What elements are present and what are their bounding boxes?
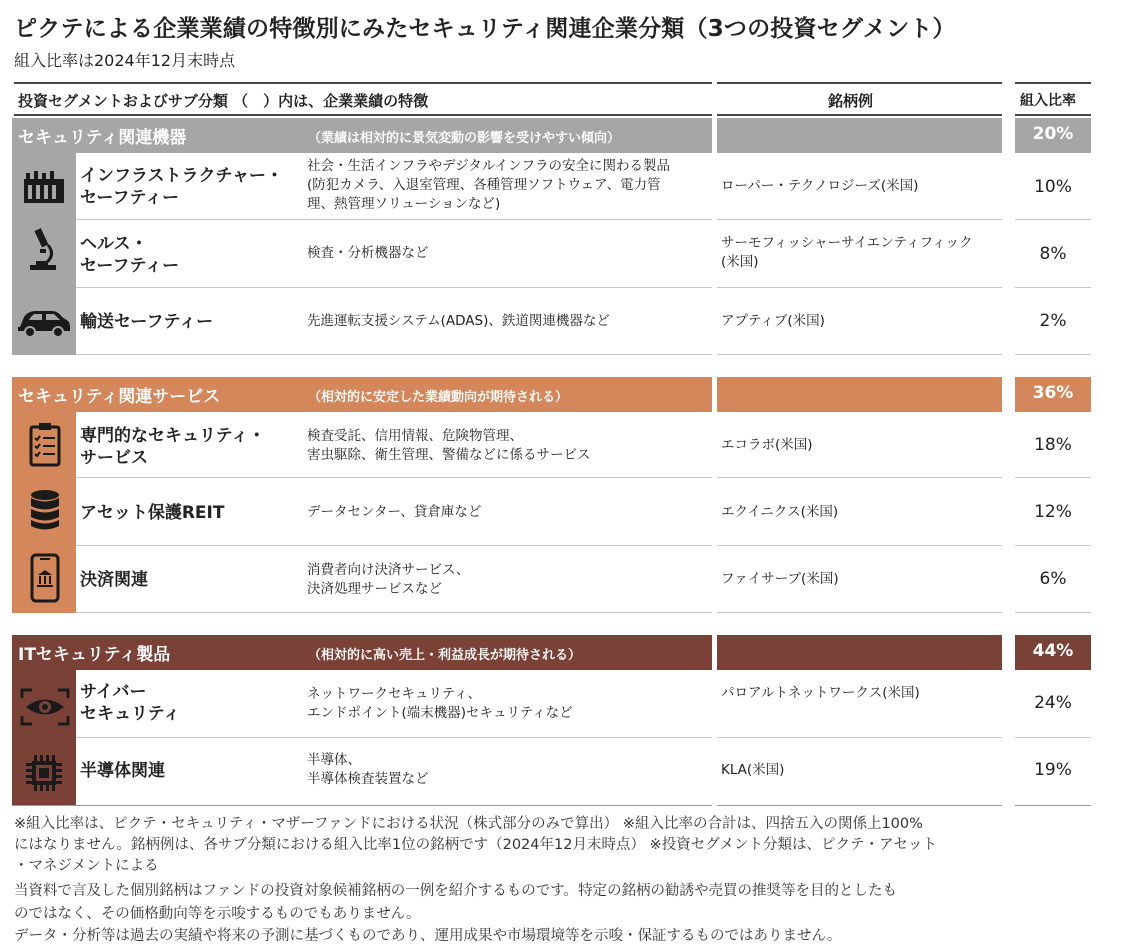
segment-weight-box xyxy=(1015,377,1091,412)
segment-name: セキュリティ関連機器 xyxy=(18,128,187,148)
subcategory-name: 輸送セーフティー xyxy=(80,312,214,332)
row-divider xyxy=(76,287,712,288)
segment-bar-blank xyxy=(717,635,1002,670)
segment-weight: 20% xyxy=(1032,124,1074,144)
clipboard-icon xyxy=(28,421,62,467)
segment-note: （相対的に安定した業績動向が期待される） xyxy=(308,390,569,405)
segment-note: （相対的に高い売上・利益成長が期待される） xyxy=(308,648,582,663)
example-stock: アプティブ(米国) xyxy=(721,313,825,329)
row-divider xyxy=(1015,477,1091,478)
subcategory-features: 検査・分析機器など xyxy=(307,245,429,261)
header-bottom-rule xyxy=(14,114,712,116)
row-divider xyxy=(717,219,1002,220)
segment-bar-blank xyxy=(717,118,1002,153)
subcategory-weight: 6% xyxy=(1039,569,1067,589)
subcategory-name: インフラストラクチャー・ セーフティー xyxy=(80,166,283,208)
example-stock: エクイニクス(米国) xyxy=(721,504,839,520)
subcategory-features: 半導体、 半導体検査装置など xyxy=(307,752,429,787)
page-subtitle: 組入比率は2024年12月末時点 xyxy=(14,51,236,70)
segment-column-header: 投資セグメントおよびサブ分類 （ ）内は、企業業績の特徴 xyxy=(18,92,429,110)
subcategory-weight: 19% xyxy=(1034,760,1072,780)
example-stock: KLA(米国) xyxy=(721,762,785,778)
segment-bar-it xyxy=(12,635,712,670)
row-divider xyxy=(1015,545,1091,546)
page-title: ピクテによる企業業績の特徴別にみたセキュリティ関連企業分類（3つの投資セグメント） xyxy=(14,16,956,42)
row-divider xyxy=(717,287,1002,288)
row-divider xyxy=(1015,287,1091,288)
eye-scan-icon xyxy=(20,688,70,726)
subcategory-name: サイバー セキュリティ xyxy=(80,682,181,724)
segment-weight-box xyxy=(1015,118,1091,153)
segment-name: セキュリティ関連サービス xyxy=(18,387,221,407)
row-divider xyxy=(76,477,712,478)
database-icon xyxy=(28,488,62,532)
row-divider xyxy=(1015,737,1091,738)
subcategory-features: 検査受託、信用情報、危険物管理、 害虫駆除、衛生管理、警備などに係るサービス xyxy=(307,428,591,463)
row-divider xyxy=(717,354,1002,355)
subcategory-weight: 24% xyxy=(1034,693,1072,713)
row-divider xyxy=(717,737,1002,738)
subcategory-name: 専門的なセキュリティ・ サービス xyxy=(80,426,266,468)
example-column-header: 銘柄例 xyxy=(828,92,874,110)
segment-bar-equipment xyxy=(12,118,712,153)
segment-weight-box xyxy=(1015,635,1091,670)
row-divider xyxy=(717,612,1002,613)
row-divider xyxy=(1015,219,1091,220)
example-stock: ファイサーブ(米国) xyxy=(721,571,839,587)
subcategory-name: アセット保護REIT xyxy=(80,503,225,523)
table-bottom-rule xyxy=(12,805,712,806)
subcategory-weight: 10% xyxy=(1034,177,1072,197)
subcategory-features: データセンター、貸倉庫など xyxy=(307,504,482,520)
footnote-line: にはなりません。銘柄例は、各サブ分類における組入比率1位の銘柄です（2024年12月末時点） ※投資セグメント分類は、ピクテ・アセット xyxy=(14,837,937,853)
disclaimer-line: のではなく、その価格動向等を示唆するものでもありません。 xyxy=(14,906,421,922)
row-divider xyxy=(1015,612,1091,613)
segment-weight: 44% xyxy=(1032,641,1074,661)
row-divider xyxy=(76,354,712,355)
subcategory-weight: 12% xyxy=(1034,502,1072,522)
disclaimer-line: データ・分析等は過去の実績や将来の予測に基づくものであり、運用成果や市場環境等を示唆・保証するものではありません。 xyxy=(14,928,842,944)
row-divider xyxy=(717,477,1002,478)
row-divider xyxy=(1015,354,1091,355)
header-bottom-rule xyxy=(1015,114,1091,116)
weight-column-header: 組入比率 xyxy=(1020,93,1076,109)
row-divider xyxy=(76,737,712,738)
header-bottom-rule xyxy=(717,114,1002,116)
segment-bar-services xyxy=(12,377,712,412)
row-divider xyxy=(717,545,1002,546)
header-top-rule xyxy=(717,82,1002,84)
factory-icon xyxy=(22,169,68,205)
mobile-bank-icon xyxy=(30,553,60,603)
subcategory-features: 社会・生活インフラやデジタルインフラの安全に関わる製品 (防犯カメラ、入退室管理、各種管理ソフトウェア、電力管 理、熱管理ソリューションなど) xyxy=(307,158,671,212)
example-stock: サーモフィッシャーサイエンティフィック (米国) xyxy=(721,235,973,270)
chip-icon xyxy=(24,753,64,793)
car-icon xyxy=(16,305,72,339)
example-stock: ローパー・テクノロジーズ(米国) xyxy=(721,178,919,194)
disclaimer-line: 当資料で言及した個別銘柄はファンドの投資対象候補銘柄の一例を紹介するものです。特定の銘柄の勧誘や売買の推奨等を目的としたも xyxy=(14,883,898,899)
subcategory-weight: 2% xyxy=(1039,311,1067,331)
header-top-rule xyxy=(14,82,712,84)
subcategory-features: 消費者向け決済サービス、 決済処理サービスなど xyxy=(307,562,470,597)
subcategory-weight: 18% xyxy=(1034,435,1072,455)
microscope-icon xyxy=(26,227,60,273)
row-divider xyxy=(76,612,712,613)
subcategory-name: 決済関連 xyxy=(80,570,148,590)
subcategory-features: 先進運転支援システム(ADAS)、鉄道関連機器など xyxy=(307,313,610,329)
table-bottom-rule xyxy=(717,805,1002,806)
footnote-line: ※組入比率は、ピクテ・セキュリティ・マザーファンドにおける状況（株式部分のみで算出） ※組入比率の合計は、四捨五入の関係上100% xyxy=(14,816,923,832)
example-stock: パロアルトネットワークス(米国) xyxy=(721,685,920,701)
header-top-rule xyxy=(1015,82,1091,84)
segment-bar-blank xyxy=(717,377,1002,412)
example-stock: エコラボ(米国) xyxy=(721,437,813,453)
segment-note: （業績は相対的に景気変動の影響を受けやすい傾向） xyxy=(308,131,621,146)
subcategory-features: ネットワークセキュリティ、 エンドポイント(端末機器)セキュリティなど xyxy=(307,686,573,721)
footnote-line: ・マネジメントによる xyxy=(14,858,159,874)
segment-weight: 36% xyxy=(1032,383,1074,403)
subcategory-name: 半導体関連 xyxy=(80,761,165,781)
subcategory-weight: 8% xyxy=(1039,244,1067,264)
row-divider xyxy=(76,545,712,546)
row-divider xyxy=(76,219,712,220)
table-bottom-rule xyxy=(1015,805,1091,806)
segment-name: ITセキュリティ製品 xyxy=(18,645,171,665)
subcategory-name: ヘルス・ セーフティー xyxy=(80,234,180,276)
